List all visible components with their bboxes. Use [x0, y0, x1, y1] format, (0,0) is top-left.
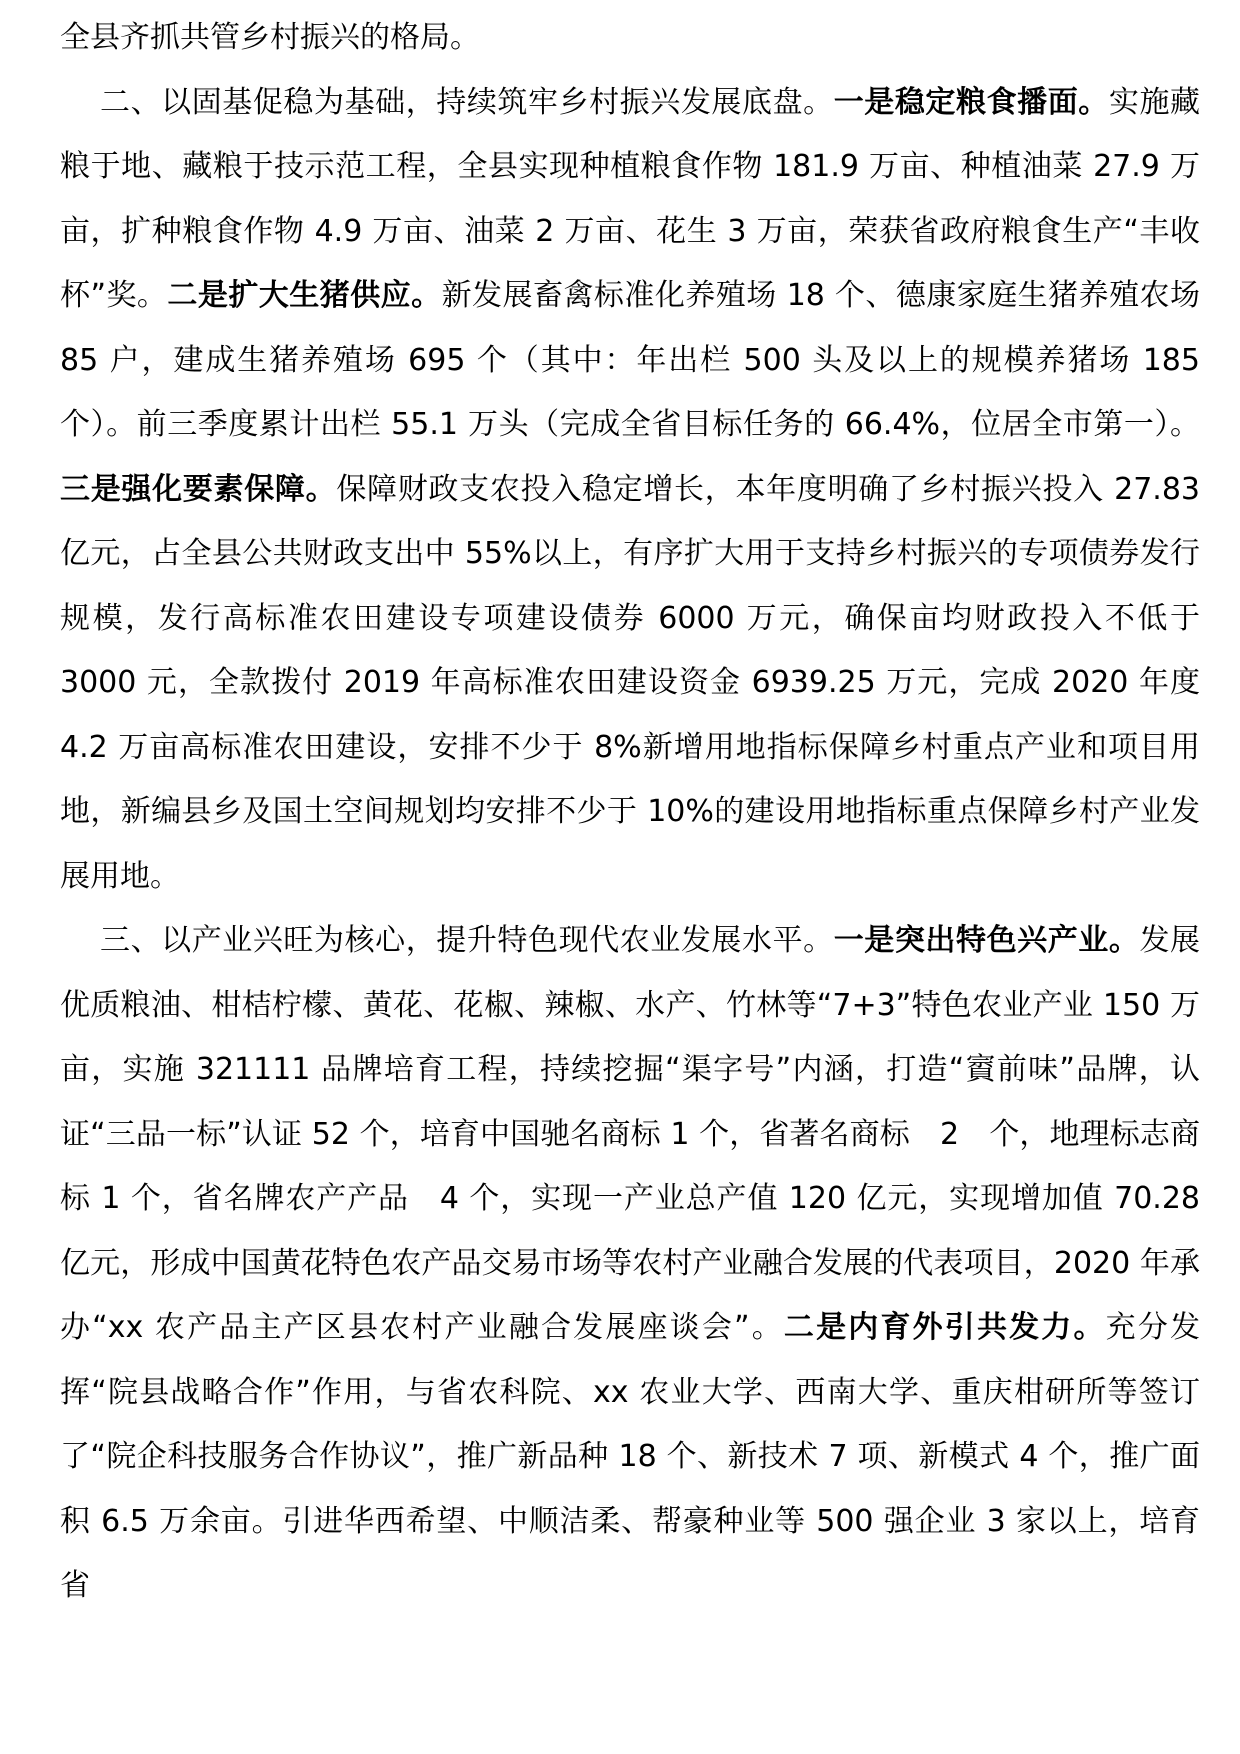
paragraph-text: 充分发挥“院县战略合作”作用，与省农科院、xx 农业大学、西南大学、重庆柑研所等签订了“院企科技服务合作协议”，推广新品种 18 个、新技术 7 项、新模式 4 个，推广面积 6.5 万余亩。引进华西希望、中顺洁柔、帮豪种业等 500 强企业 3 家以上，培育省 — [60, 1310, 1201, 1603]
bold-subheading: 一是突出特色兴产业。 — [833, 923, 1140, 958]
paragraph-text: 保障财政支农投入稳定增长，本年度明确了乡村振兴投入 27.83 亿元，占全县公共财政支出中 55%以上，有序扩大用于支持乡村振兴的专项债券发行规模，发行高标准农田建设专项建设债券 6000 万元，确保亩均财政投入不低于 3000 元，全款拨付 2019 年高标准农田建设资金 6939.25 万元，完成 2020 年度 4.2 万亩高标准农田建设，安排不少于 8%新增用地指标保障乡村重点产业和项目用地，新编县乡及国土空间规划均安排不少于 10%的建设用地指标重点保障乡村产业发展用地。 — [60, 471, 1201, 894]
bold-subheading: 一是稳定粮食播面。 — [833, 84, 1109, 120]
paragraph-text: 发展优质粮油、柑桔柠檬、黄花、花椒、辣椒、水产、竹林等“7+3”特色农业产业 150 万亩，实施 321111 品牌培育工程，持续挖掘“渠字号”内涵，打造“賨前味”品牌，认证“三品一标”认证 52 个，培育中国驰名商标 1 个，省著名商标 2 个，地理标志商标 1 个，省名牌农产产品 4 个，实现一产业总产值 120 亿元，实现增加值 70.28 亿元，形成中国黄花特色农产品交易市场等农村产业融合发展的代表项目，2020 年承办“xx 农产品主产区县农村产业融合发展座谈会”。 — [60, 923, 1201, 1345]
section-three-paragraph — [60, 909, 1200, 1619]
bold-subheading: 二是内育外引共发力。 — [783, 1310, 1106, 1345]
paragraph-text: 新发展畜禽标准化养殖场 18 个、德康家庭生猪养殖农场 85 户，建成生猪养殖场 695 个（其中：年出栏 500 头及以上的规模养猪场 185 个）。前三季度累计出栏 55.1 万头（完成全省目标任务的 66.4%，位居全市第一）。 — [60, 278, 1200, 442]
bold-subheading: 二是扩大生猪供应。 — [167, 278, 442, 313]
section-heading: 二、以固基促稳为基础，持续筑牢乡村振兴发展底盘。 — [100, 84, 834, 120]
paragraph-text: 全县齐抓共管乡村振兴的格局。 — [60, 20, 480, 55]
paragraph-text: 实施藏粮于地、藏粮于技示范工程，全县实现种植粮食作物 181.9 万亩、种植油菜 27.9 万亩，扩种粮食作物 4.9 万亩、油菜 2 万亩、花生 3 万亩，荣获省政府粮食生产“丰收杯”奖。 — [60, 84, 1201, 313]
bold-subheading: 三是强化要素保障。 — [60, 471, 337, 507]
section-heading: 三、以产业兴旺为核心，提升特色现代农业发展水平。 — [100, 923, 834, 958]
paragraph-continuation — [60, 6, 1200, 71]
section-two-paragraph — [60, 71, 1200, 910]
